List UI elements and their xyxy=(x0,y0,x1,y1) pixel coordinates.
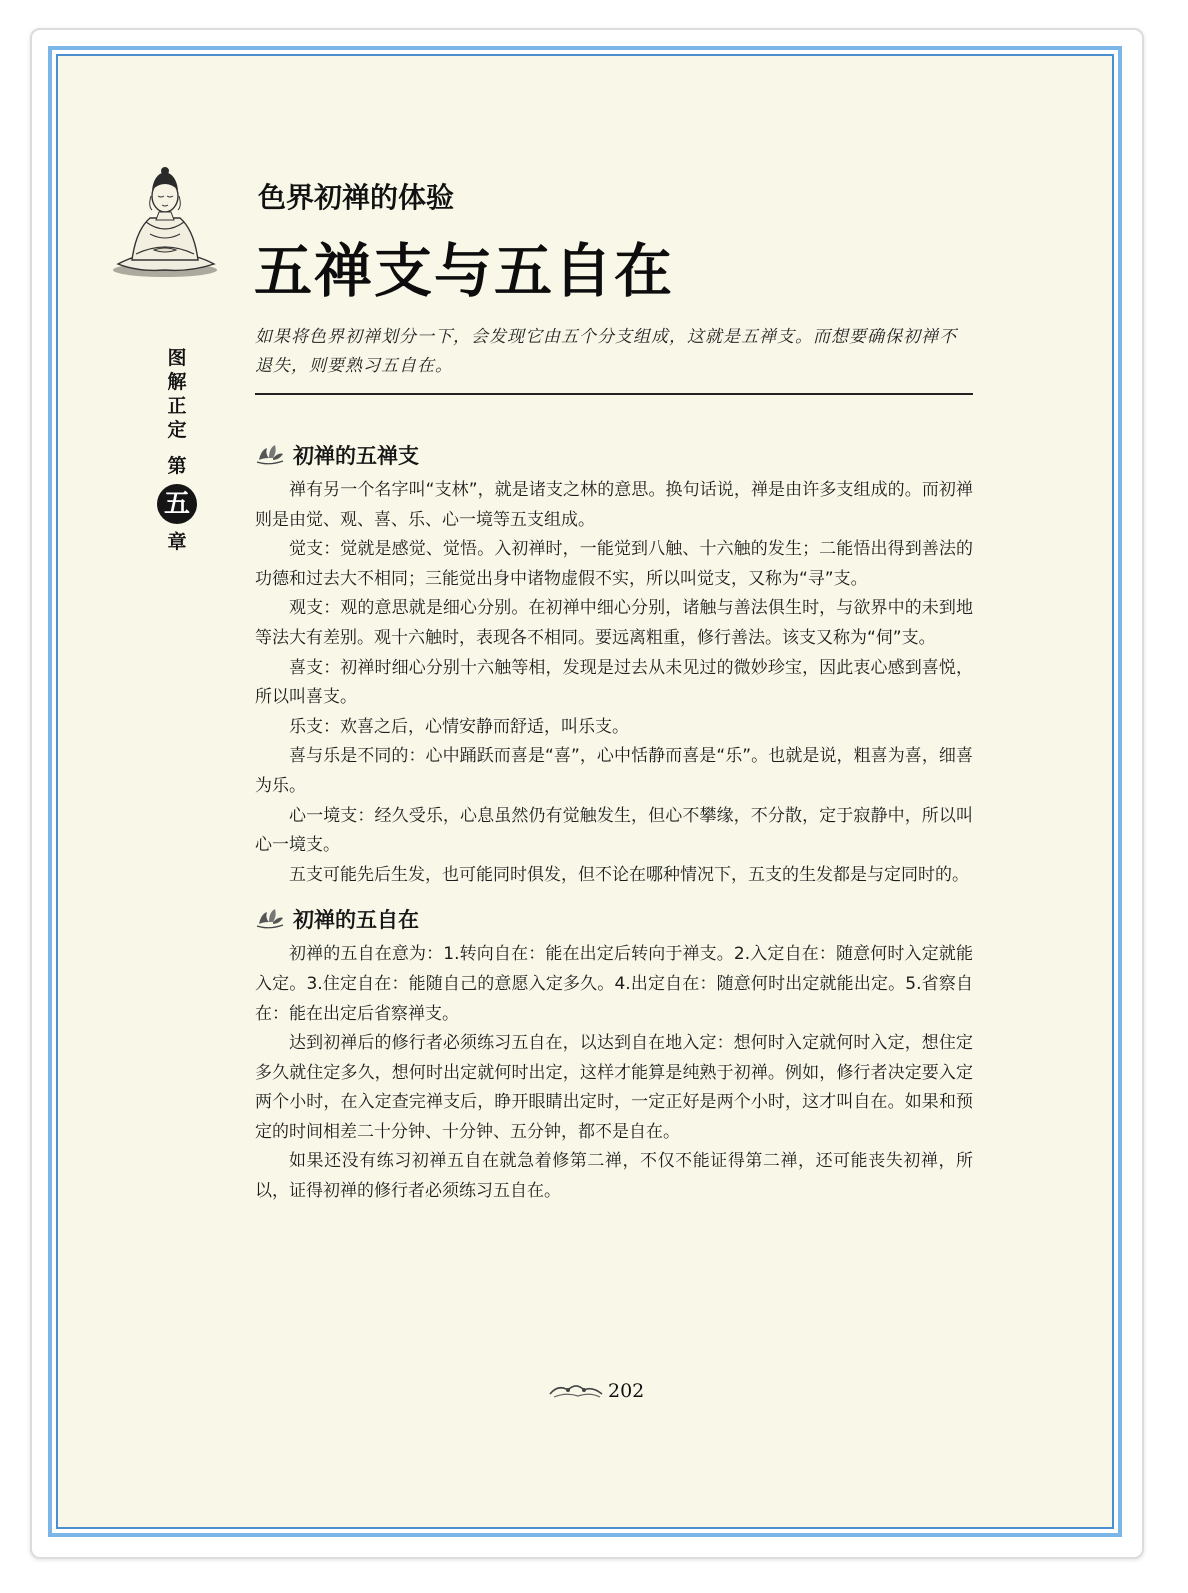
section-heading-text: 初禅的五自在 xyxy=(293,907,419,933)
chapter-side-tab xyxy=(160,346,194,554)
intro-summary: 如果将色界初禅划分一下，会发现它由五个分支组成，这就是五禅支。而想要确保初禅不退失，则要熟习五自在。 xyxy=(255,327,957,376)
lotus-ornament-icon xyxy=(255,906,285,932)
article-body xyxy=(255,436,973,1207)
paragraph: 觉支：觉就是感觉、觉悟。入初禅时，一能觉到八触、十六触的发生；二能悟出得到善法的功德和过去大不相同；三能觉出身中诸物虚假不实，所以叫觉支，又称为“寻”支。 xyxy=(255,539,973,589)
paragraph: 禅有另一个名字叫“支林”，就是诸支之林的意思。换句话说，禅是由许多支组成的。而初禅则是由觉、观、喜、乐、心一境等五支组成。 xyxy=(255,480,973,530)
chapter-number-badge: 五 xyxy=(157,484,197,524)
divider-rule xyxy=(255,393,973,395)
seated-buddha-illustration xyxy=(110,160,220,280)
paragraph: 喜与乐是不同的：心中踊跃而喜是“喜”，心中恬静而喜是“乐”。也就是说，粗喜为喜，细喜为乐。 xyxy=(255,746,973,796)
page-number: 202 xyxy=(608,1380,645,1402)
paragraph: 心一境支：经久受乐，心息虽然仍有觉触发生，但心不攀缘，不分散，定于寂静中，所以叫心一境支。 xyxy=(255,805,973,856)
chapter-prefix: 第 xyxy=(167,455,187,477)
page-title: 五禅支与五自在 xyxy=(254,237,675,305)
paragraph: 乐支：欢喜之后，心情安静而舒适，叫乐支。 xyxy=(289,716,629,737)
cloud-scroll-ornament-icon xyxy=(548,1380,604,1402)
chapter-suffix: 章 xyxy=(167,531,187,553)
paragraph: 观支：观的意思就是细心分别。在初禅中细心分别，诸触与善法俱生时，与欲界中的未到地等法大有差别。观十六触时，表现各不相同。要远离粗重，修行善法。该支又称为“伺”支。 xyxy=(255,598,973,648)
section-heading-text: 初禅的五禅支 xyxy=(293,443,419,468)
book-title-char: 定 xyxy=(167,419,187,441)
section-kicker: 色界初禅的体验 xyxy=(258,181,455,214)
paragraph: 喜支：初禅时细心分别十六触等相，发现是过去从未见过的微妙珍宝，因此衷心感到喜悦，所以叫喜支。 xyxy=(255,657,973,708)
book-title-char: 图 xyxy=(167,347,187,369)
page-footer xyxy=(548,1376,644,1406)
section-heading xyxy=(255,436,973,474)
section-heading xyxy=(255,900,973,938)
paragraph: 五支可能先后生发，也可能同时俱发，但不论在哪种情况下，五支的生发都是与定同时的。 xyxy=(289,864,969,885)
paragraph: 初禅的五自在意为：1.转向自在：能在出定后转向于禅支。2.入定自在：随意何时入定就能入定。3.住定自在：能随自己的意愿入定多久。4.出定自在：随意何时出定就能出定。5.省察自在：能在出定后省察禅支。 xyxy=(255,944,973,1024)
book-title-char: 正 xyxy=(167,395,187,417)
paragraph: 如果还没有练习初禅五自在就急着修第二禅，不仅不能证得第二禅，还可能丧失初禅，所以，证得初禅的修行者必须练习五自在。 xyxy=(255,1151,973,1202)
book-title-char: 解 xyxy=(167,371,187,393)
paragraph: 达到初禅后的修行者必须练习五自在，以达到自在地入定：想何时入定就何时入定，想住定多久就住定多久，想何时出定就何时出定，这样才能算是纯熟于初禅。例如，修行者决定要入定两个小时，在入定查完禅支后，睁开眼睛出定时，一定正好是两个小时，这才叫自在。如果和预定的时间相差二十分钟、十分钟、五分钟，都不是自在。 xyxy=(255,1033,973,1142)
lotus-ornament-icon xyxy=(255,442,285,468)
